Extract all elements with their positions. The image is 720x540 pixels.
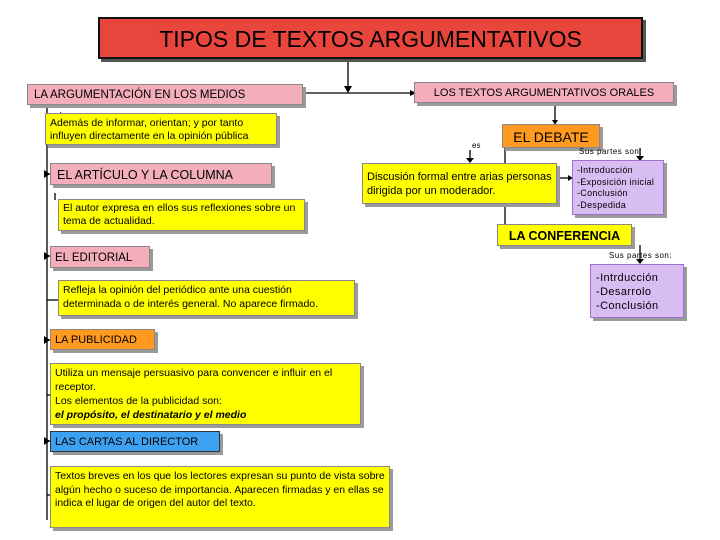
- cartas-header: [50, 431, 220, 452]
- orales-header-label: LOS TEXTOS ARGUMENTATIVOS ORALES: [433, 87, 655, 99]
- conferencia-part-2: -Desarrolo: [596, 286, 652, 298]
- debate-parts-box: [572, 160, 664, 215]
- publicidad-line-2: Los elementos de la publicidad son:: [55, 395, 222, 407]
- debate-description-text: Discusión formal entre arias personas dirigida por un moderador.: [367, 171, 552, 197]
- medios-description-text: Además de informar, orientan; y por tanto influyen directamente en la opinión pública: [50, 117, 249, 142]
- articulo-description-text: El autor expresa en ellos sus reflexiones sobre un tema de actualidad.: [63, 202, 296, 227]
- debate-title: EL DEBATE: [513, 129, 589, 145]
- conferencia-header: [497, 224, 632, 246]
- conferencia-part-1: -Intrducción: [596, 272, 659, 284]
- editorial-header: [50, 246, 150, 268]
- conferencia-parts-box: [590, 264, 684, 318]
- editorial-description: [58, 280, 355, 316]
- debate-part-4: -Despedida: [577, 199, 627, 210]
- conferencia-parts-list: [591, 265, 683, 319]
- editorial-title: EL EDITORIAL: [55, 252, 133, 264]
- publicidad-description-text: [51, 364, 360, 424]
- debate-parts-label: Sus partes son:: [579, 147, 643, 156]
- conferencia-title: LA CONFERENCIA: [508, 229, 621, 243]
- debate-part-2: -Exposición inicial: [577, 176, 655, 187]
- page-title: TIPOS DE TEXTOS ARGUMENTATIVOS: [159, 26, 582, 52]
- medios-header: [27, 84, 303, 105]
- articulo-title: EL ARTÍCULO Y LA COLUMNA: [57, 168, 233, 182]
- publicidad-description: [50, 363, 361, 425]
- articulo-header: [50, 163, 272, 185]
- debate-header: [502, 124, 600, 148]
- title-box: [98, 17, 643, 59]
- cartas-description: [50, 466, 390, 528]
- debate-part-3: -Conclusión: [577, 188, 628, 198]
- cartas-description-text: Textos breves en los que los lectores expresan su punto de vista sobre algún hecho o suceso de importancia. Aparecen firmadas y en ellas se indica el lugar de origen del autor del texto.: [55, 470, 385, 509]
- publicidad-title: LA PUBLICIDAD: [55, 334, 137, 346]
- debate-es-label: es: [472, 141, 481, 150]
- conferencia-part-3: -Conclusión: [596, 300, 659, 312]
- cartas-title: LAS CARTAS AL DIRECTOR: [55, 436, 199, 448]
- publicidad-line-1: Utiliza un mensaje persuasivo para convencer e influir en el receptor.: [55, 367, 333, 393]
- medios-header-label: LA ARGUMENTACIÓN EN LOS MEDIOS: [34, 89, 246, 101]
- articulo-description: [58, 199, 305, 231]
- medios-description: [45, 113, 277, 145]
- orales-header: [414, 82, 674, 103]
- debate-description: [362, 163, 557, 204]
- publicidad-elements: el propósito, el destinatario y el medio: [55, 409, 247, 421]
- debate-parts-list: [573, 161, 663, 215]
- editorial-description-text: Refleja la opinión del periódico ante una cuestión determinada o de interés general. No aparece firmado.: [63, 284, 319, 310]
- conferencia-parts-label: Sus partes son:: [609, 251, 673, 260]
- publicidad-header: [50, 329, 155, 350]
- debate-part-1: -Introducción: [577, 165, 633, 175]
